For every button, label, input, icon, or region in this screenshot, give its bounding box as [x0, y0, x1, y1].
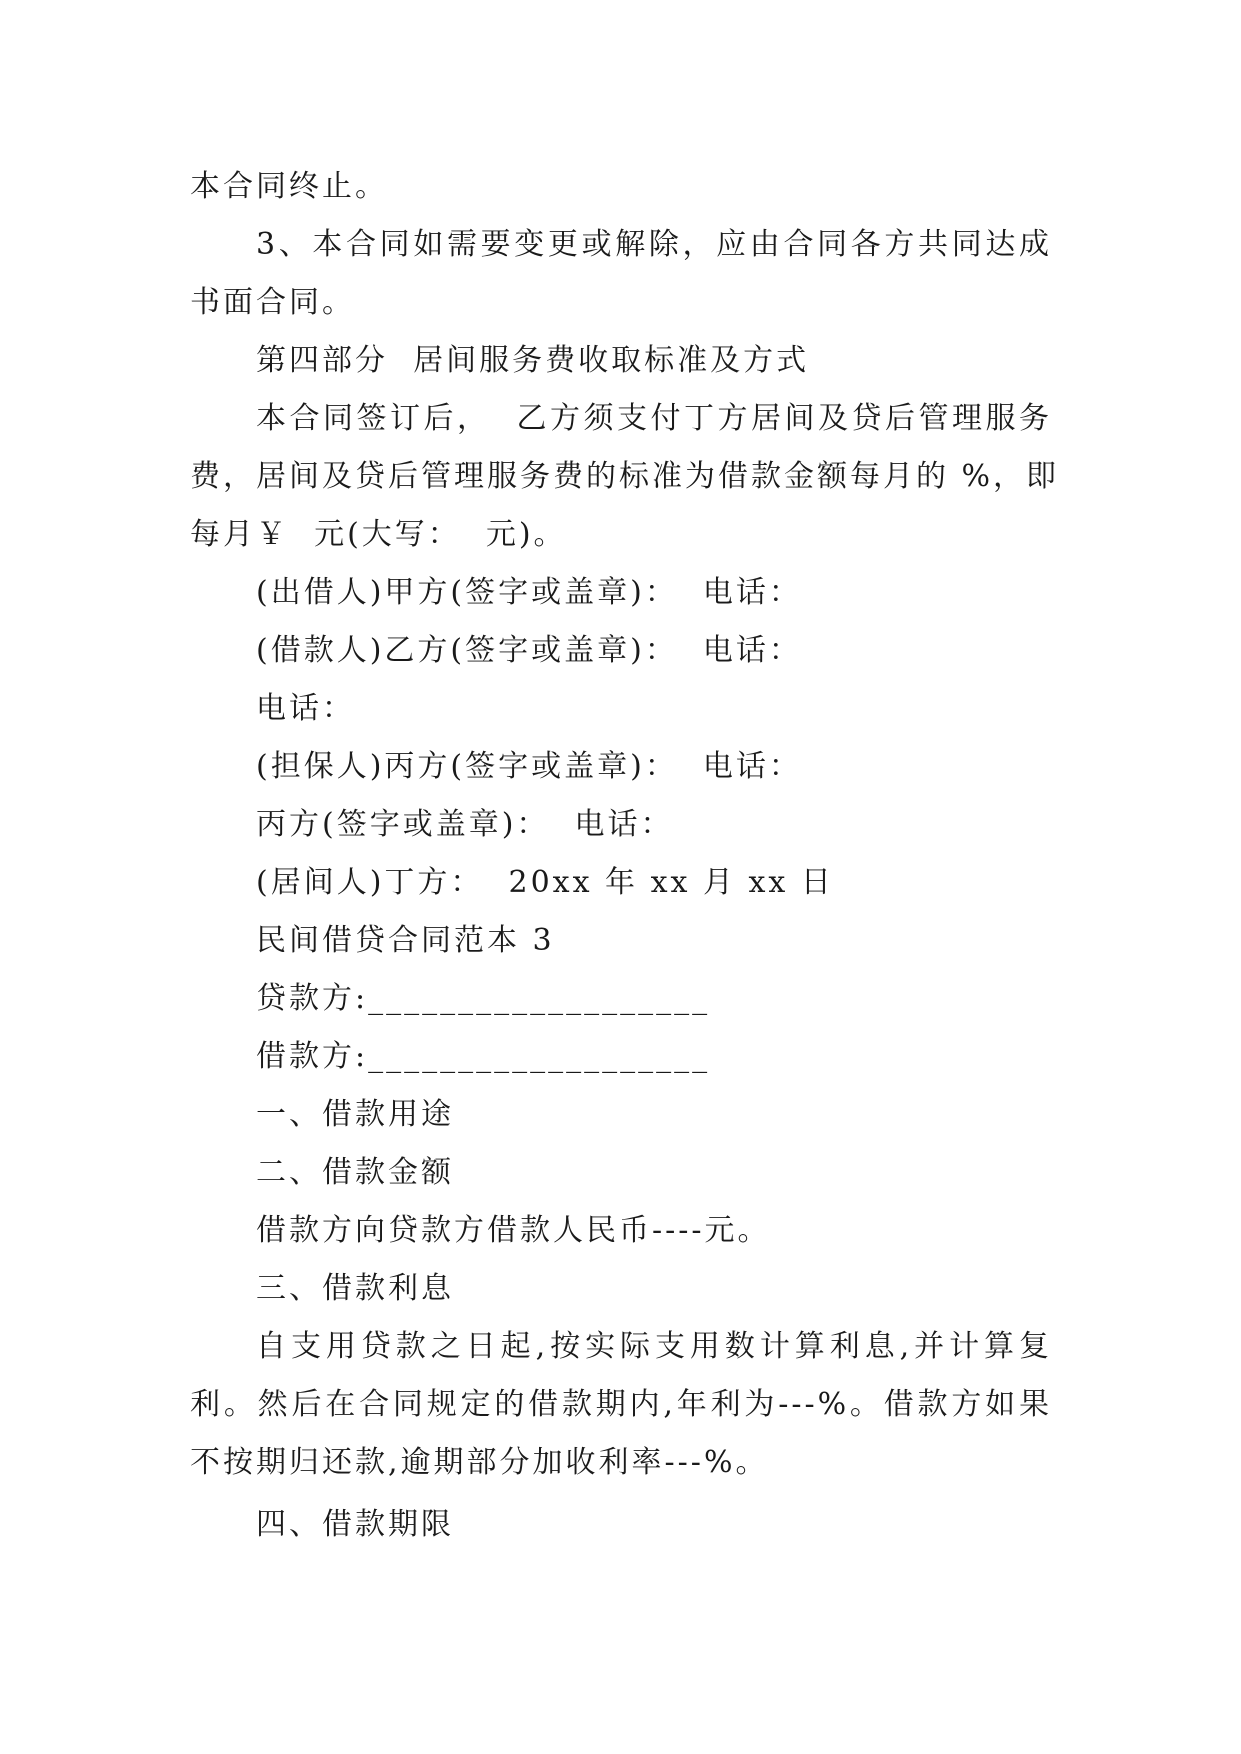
clause-3-line-2: 书面合同。 [190, 285, 355, 320]
heading-loan-interest: 三、借款利息 [256, 1271, 454, 1306]
heading-loan-purpose: 一、借款用途 [256, 1097, 454, 1132]
borrower-field: 借款方:___________________ [256, 1039, 711, 1074]
section-heading-part-4: 第四部分 居间服务费收取标准及方式 [256, 343, 810, 378]
loan-amount-text: 借款方向贷款方借款人民币----元。 [256, 1213, 771, 1248]
fee-paragraph-line-3: 每月￥ 元(大写： 元)。 [190, 517, 567, 552]
clause-3-line-1: 3、本合同如需要变更或解除，应由合同各方共同达成 [256, 227, 1052, 262]
signature-phone: 电话： [256, 691, 355, 726]
fee-paragraph-line-2: 费，居间及贷后管理服务费的标准为借款金额每月的 %，即 [190, 459, 1060, 494]
signature-lender: (出借人)甲方(签字或盖章)： 电话： [256, 575, 802, 610]
interest-paragraph-line-1: 自支用贷款之日起,按实际支用数计算利息,并计算复 [256, 1329, 1052, 1364]
signature-guarantor: (担保人)丙方(签字或盖章)： 电话： [256, 749, 802, 784]
lender-field: 贷款方:___________________ [256, 981, 711, 1016]
heading-loan-amount: 二、借款金额 [256, 1155, 454, 1190]
interest-paragraph-line-3: 不按期归还款,逾期部分加收利率---%。 [190, 1445, 769, 1480]
signature-intermediary-date: (居间人)丁方： 20xx 年 xx 月 xx 日 [256, 865, 834, 900]
signature-party-c: 丙方(签字或盖章)： 电话： [256, 807, 674, 842]
heading-loan-term: 四、借款期限 [256, 1507, 454, 1542]
signature-borrower: (借款人)乙方(签字或盖章)： 电话： [256, 633, 802, 668]
section-title-template-3: 民间借贷合同范本 3 [256, 923, 555, 958]
text-line-termination: 本合同终止。 [190, 169, 388, 204]
document-body [190, 158, 1060, 1554]
interest-paragraph-line-2: 利。然后在合同规定的借款期内,年利为---%。借款方如果 [190, 1387, 1052, 1422]
fee-paragraph-line-1: 本合同签订后， 乙方须支付丁方居间及贷后管理服务 [256, 401, 1052, 436]
